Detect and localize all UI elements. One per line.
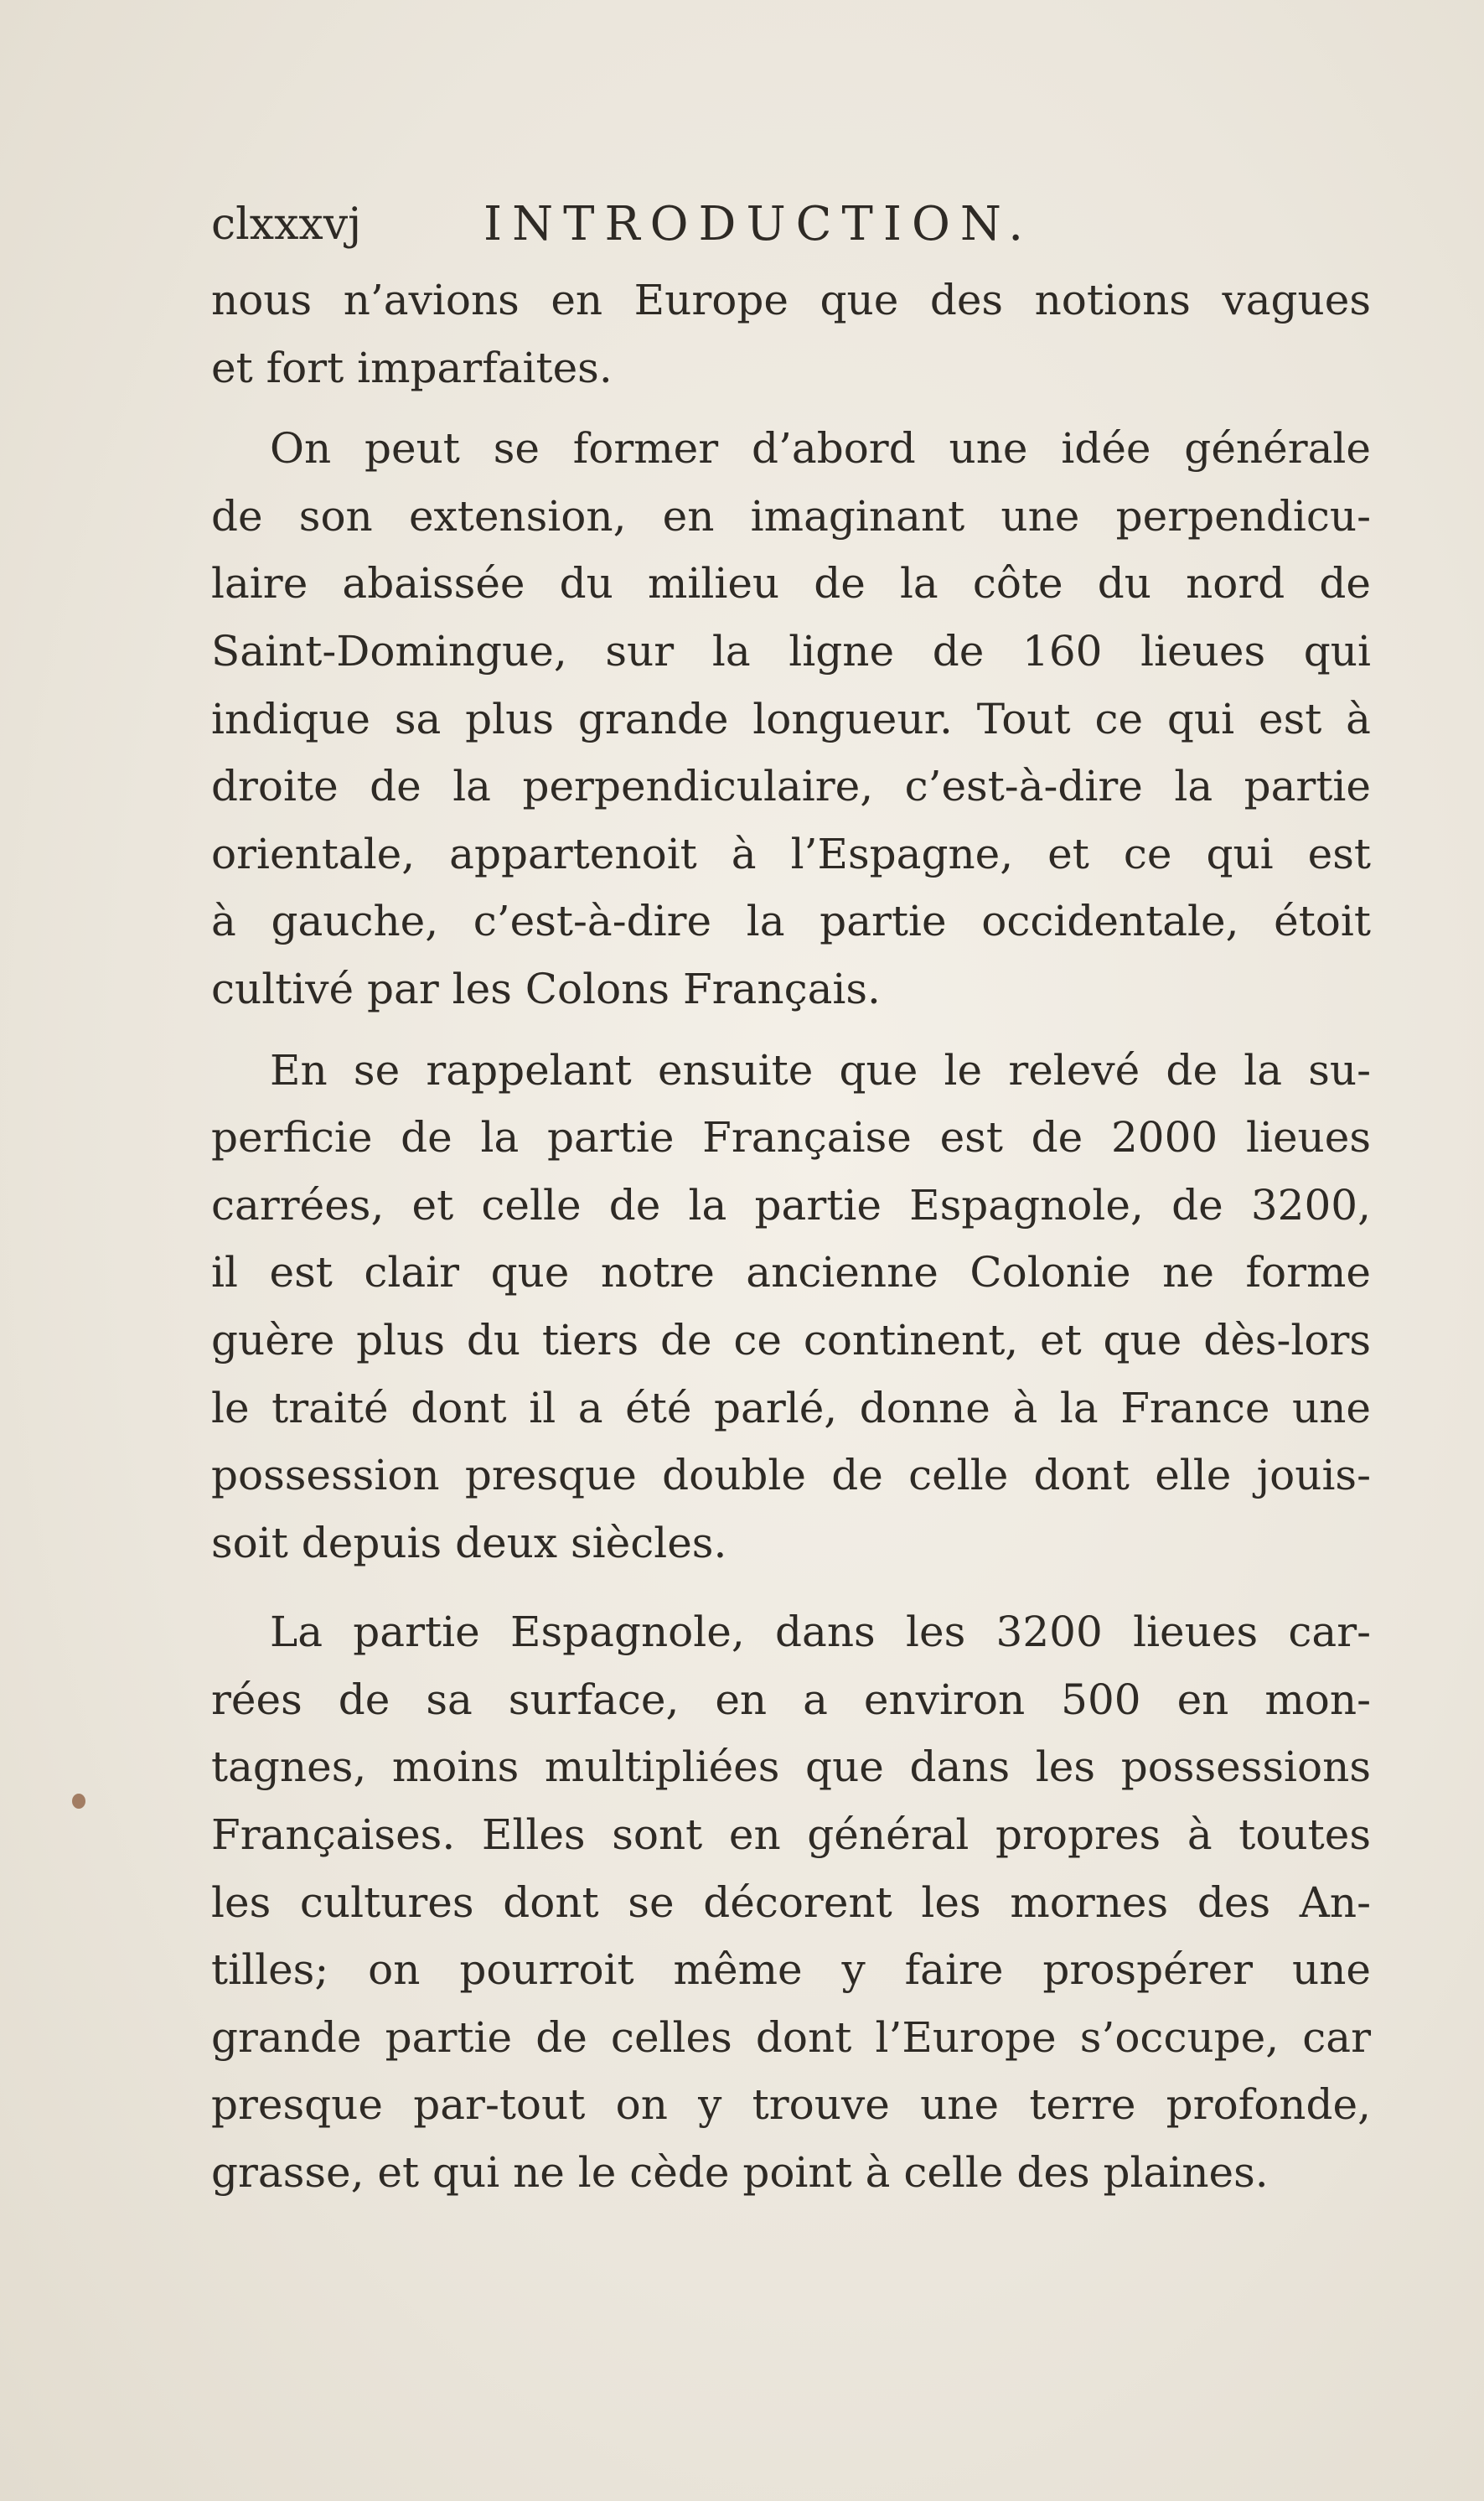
text-line: carrées, et celle de la partie Espagnole, de 3200, (211, 1180, 1371, 1230)
text-line: presque par-tout on y trouve une terre profonde, (211, 2080, 1371, 2130)
text-line: indique sa plus grande longueur. Tout ce qui est à (211, 694, 1371, 743)
text-line: rées de sa surface, en a environ 500 en mon- (211, 1675, 1371, 1724)
text-line: guère plus du tiers de ce continent, et que dès-lors (211, 1315, 1371, 1364)
text-line: En se rappelant ensuite que le relevé de la su- (270, 1045, 1371, 1095)
text-line: nous n’avions en Europe que des notions vagues (211, 276, 1371, 324)
text-line: droite de la perpendiculaire, c’est-à-dire la partie (211, 762, 1371, 811)
page-number: clxxxvj (211, 199, 362, 250)
text-line: orientale, appartenoit à l’Espagne, et ce qui est (211, 829, 1371, 878)
paragraph (211, 1037, 1371, 1577)
paragraph (211, 415, 1371, 1023)
running-head: INTRODUCTION. (483, 197, 1034, 251)
text-line: Saint-Domingue, sur la ligne de 160 lieues qui (211, 626, 1371, 676)
page-header (211, 191, 1371, 267)
text-line: laire abaissée du milieu de la côte du nord de (211, 559, 1371, 608)
text-line: soit depuis deux siècles. (211, 1518, 727, 1567)
text-block (211, 191, 1371, 2207)
text-line: et fort imparfaites. (211, 343, 613, 392)
text-line: La partie Espagnole, dans les 3200 lieues car- (270, 1608, 1371, 1657)
text-line: cultivé par les Colons Français. (211, 964, 881, 1013)
text-line: tilles; on pourroit même y faire prospérer une (211, 1945, 1371, 1995)
paragraph (211, 267, 1371, 401)
ink-spot (72, 1794, 85, 1809)
text-line: grande partie de celles dont l’Europe s’occupe, car (211, 2012, 1371, 2062)
text-line: le traité dont il a été parlé, donne à la France une (211, 1383, 1371, 1432)
text-line: il est clair que notre ancienne Colonie ne forme (211, 1248, 1371, 1297)
text-line: les cultures dont se décorent les mornes des An- (211, 1877, 1371, 1927)
text-line: perficie de la partie Française est de 2000 lieues (211, 1113, 1371, 1162)
text-line: à gauche, c’est-à-dire la partie occidentale, étoit (211, 897, 1371, 946)
text-line: de son extension, en imaginant une perpendicu- (211, 491, 1371, 541)
text-line: grasse, et qui ne le cède point à celle des plaines. (211, 2148, 1269, 2198)
text-line: tagnes, moins multipliées que dans les possessions (211, 1742, 1371, 1792)
text-line: On peut se former d’abord une idée générale (270, 424, 1371, 474)
paragraph (211, 1598, 1371, 2206)
text-line: possession presque double de celle dont elle jouis- (211, 1451, 1371, 1500)
text-line: Françaises. Elles sont en général propres à toutes (211, 1810, 1371, 1860)
